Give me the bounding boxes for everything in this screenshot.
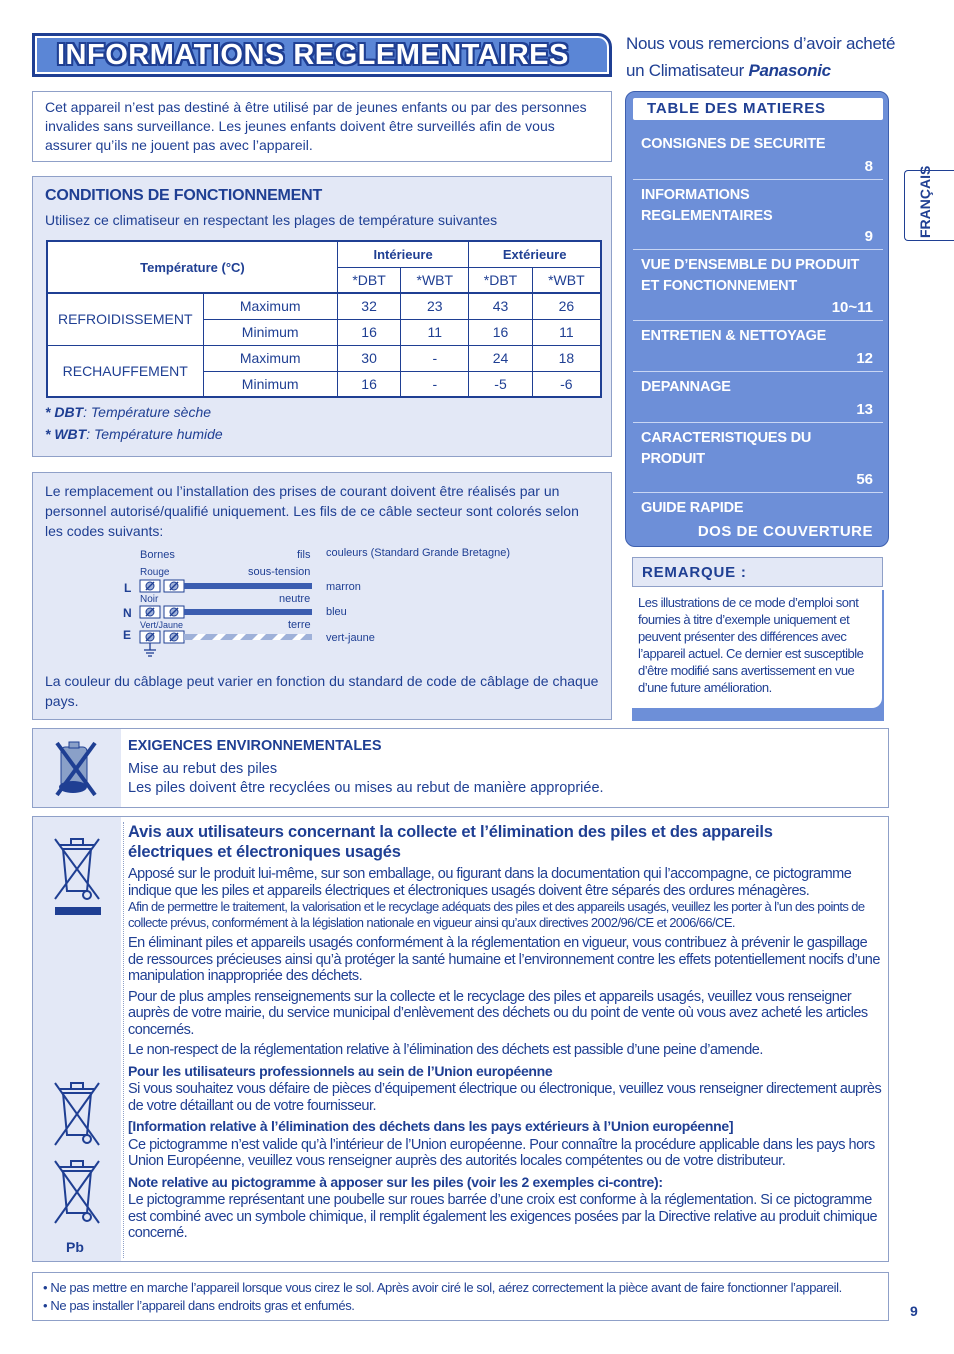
value-cell: 26 (532, 293, 601, 319)
level-cell: Maximum (203, 345, 337, 371)
conditions-heading: CONDITIONS DE FONCTIONNEMENT (45, 187, 323, 204)
legend-dbt-text: : Température sèche (83, 404, 212, 420)
label-rouge: Rouge (140, 567, 170, 578)
toc-item-quick-guide[interactable] (633, 494, 883, 544)
toc-item-page: 56 (856, 471, 873, 488)
disposal-content (128, 822, 884, 1242)
value-cell: 24 (469, 345, 532, 371)
legend-wbt-text: : Température humide (86, 426, 223, 442)
disposal-paragraph: Si vous souhaitez vous défaire de pièces d’équipement électrique ou électronique, veuillez vous renseigner directement auprès de votre détaillant ou de votre fournisseur. (128, 1081, 882, 1114)
indoor-wbt-header: *WBT (401, 267, 469, 293)
table-corner-header: Température (°C) (47, 241, 337, 293)
value-cell: -5 (469, 371, 532, 397)
toc-item-page: DOS DE COUVERTURE (697, 523, 873, 540)
environment-line-1: Mise au rebut des piles (128, 761, 278, 777)
value-cell: 11 (532, 319, 601, 345)
brand-logo: Panasonic (748, 61, 831, 80)
toc-item-label: INFORMATIONS REGLEMENTAIRES (641, 187, 773, 224)
thanks-line-2: un Climatisateur (626, 61, 745, 80)
disposal-paragraph: Le pictogramme représentant une poubelle sur roues barrée d’une croix est conforme à la réglementation. Si ce pictogramme est combiné avec un symbole chimique, il remplit également les exigences posées par la Directive relative au produit chimique concerné. (128, 1192, 878, 1241)
label-fils: fils (297, 549, 311, 561)
toc-header: TABLE DES MATIERES (633, 98, 883, 120)
toc-item-safety[interactable] (633, 130, 883, 180)
battery-disposal-icon-cell (33, 729, 121, 807)
thanks-message (626, 30, 906, 84)
toc-item-label: GUIDE RAPIDE (641, 500, 744, 516)
toc-item-page: 12 (856, 350, 873, 367)
disposal-paragraph: Le non-respect de la réglementation relative à l’élimination des déchets est passible d’une peine d’amende. (128, 1042, 763, 1058)
level-cell: Maximum (203, 293, 337, 319)
label-vert-jaune: Vert/Jaune (140, 620, 184, 630)
divider (123, 822, 124, 1258)
remark-text: Les illustrations de ce mode d’emploi sont fournies à titre d’exemple uniquement et peuvent présenter des différences avec l’appareil actuel. Ce dernier est susceptible d’être modifié sans avertissement en vue d’une future amélioration. (632, 590, 882, 708)
outdoor-dbt-header: *DBT (469, 267, 532, 293)
bottom-note: • Ne pas installer l’appareil dans endroits gras et enfumés. (43, 1298, 355, 1313)
value-cell: 11 (401, 319, 469, 345)
language-tab[interactable] (904, 165, 954, 241)
language-tab-label: FRANÇAIS (917, 165, 933, 238)
toc-item-specifications[interactable] (633, 424, 883, 493)
legend-wbt-key: * WBT (45, 426, 87, 442)
value-cell: 18 (532, 345, 601, 371)
bottom-note: • Ne pas mettre en marche l’appareil lorsque vous cirez le sol. Après avoir ciré le sol, aérez correctement la pièce avant de faire fonctionner l’appareil. (43, 1280, 842, 1295)
crossed-bin-battery-icon (33, 1079, 121, 1159)
toc-item-page: 8 (864, 158, 873, 175)
disposal-paragraph-small: Afin de permettre le traitement, la valorisation et le recyclage adéquats des piles et des appareils usagés, veuillez les porter à l’un des points de collecte prévus, conformément à la législation nationale en vigueur ainsi qu’aux directives 2002/96/CE et 2006/66/CE. (128, 899, 865, 930)
label-neutre: neutre (279, 593, 311, 605)
level-cell: Minimum (203, 319, 337, 345)
value-cell: - (401, 371, 469, 397)
label-noir: Noir (140, 594, 159, 605)
disposal-paragraph: Pour de plus amples renseignements sur la collecte et le recyclage des piles et appareils usagés, veuillez vous renseigner auprès de votre mairie, du service municipal d’enlèvement des déchets ou du point de vente où vous avez acheté les articles concernés. (128, 988, 868, 1038)
indoor-dbt-header: *DBT (337, 267, 400, 293)
value-cell: 16 (337, 371, 400, 397)
mode-cooling: REFROIDISSEMENT (47, 293, 203, 345)
remark-header: REMARQUE : (632, 557, 883, 587)
value-cell: 16 (337, 319, 400, 345)
outdoor-wbt-header: *WBT (532, 267, 601, 293)
value-cell: -6 (532, 371, 601, 397)
disposal-paragraph: Ce pictogramme n’est valide qu’à l’intérieur de l’Union européenne. Pour connaître la procédure applicable dans les pays hors Union Européenne, veuillez vous renseigner auprès des autorités locales compétentes ou de votre distributeur. (128, 1136, 875, 1169)
indoor-header: Intérieure (337, 241, 468, 267)
level-cell: Minimum (203, 371, 337, 397)
value-cell: - (401, 345, 469, 371)
page-title: INFORMATIONS REGLEMENTAIRES (57, 38, 569, 71)
disposal-subheading: Pour les utilisateurs professionnels au sein de l’Union européenne (128, 1062, 553, 1079)
crossed-bin-icon (33, 827, 121, 927)
color-marron: marron (326, 581, 361, 593)
value-cell: 30 (337, 345, 400, 371)
disposal-paragraph: En éliminant piles et appareils usagés conformément à la réglementation en vigueur, vous contribuez à prévenir le gaspillage de ressources précieuses ainsi qu’à protéger la santé humaine et l’environnement contre les effets potentiellement nocifs d’une manipulation inappropriée des déchets. (128, 935, 880, 984)
color-bleu: bleu (326, 606, 347, 618)
toc-item-label: ENTRETIEN & NETTOYAGE (641, 328, 827, 344)
value-cell: 16 (469, 319, 532, 345)
label-bornes: Bornes (140, 549, 175, 561)
page-number: 9 (910, 1303, 918, 1319)
environment-line-2: Les piles doivent être recyclées ou mises au rebut de manière appropriée. (128, 780, 604, 796)
label-terre: terre (288, 619, 311, 631)
toc-item-page: 10~11 (831, 299, 873, 316)
label-sous-tension: sous-tension (248, 566, 311, 578)
terminal-n: N (123, 606, 132, 620)
page-title-banner (32, 33, 612, 77)
value-cell: 23 (401, 293, 469, 319)
wiring-diagram (120, 545, 540, 660)
legend-dbt-key: * DBT (45, 404, 84, 420)
mode-heating: RECHAUFFEMENT (47, 345, 203, 397)
disposal-paragraph: Apposé sur le produit lui-même, sur son emballage, ou figurant dans la documentation qui l’accompagne, ce pictogramme indique que les piles et appareils électriques et électroniques usagés doivent être séparés des ordures ménagères. (128, 866, 852, 899)
child-safety-warning (32, 91, 612, 162)
warning-text: Cet appareil n’est pas destiné à être utilisé par de jeunes enfants ou par des personnes invalides sans surveillance. Les jeunes enfants doivent être surveillés afin de vous assurer qu’ils ne jouent pas avec l’appareil. (45, 99, 587, 153)
disposal-subheading: Note relative au pictogramme à apposer sur les piles (voir les 2 exemples ci-contre): (128, 1173, 663, 1190)
value-cell: 43 (469, 293, 532, 319)
conditions-intro: Utilisez ce climatiseur en respectant les plages de température suivantes (45, 212, 498, 228)
pb-chemical-label: Pb (66, 1239, 84, 1255)
toc-item-label: DEPANNAGE (641, 379, 731, 395)
temperature-table (46, 240, 602, 398)
battery-disposal-icon (33, 729, 121, 807)
color-vert-jaune: vert-jaune (326, 632, 375, 644)
wiring-drawing (120, 545, 320, 660)
toc-item-page: 13 (856, 401, 873, 418)
toc-item-label: CONSIGNES DE SECURITE (641, 136, 826, 152)
toc-item-troubleshooting[interactable] (633, 373, 883, 423)
toc-item-regulatory[interactable] (633, 181, 883, 250)
value-cell: 32 (337, 293, 400, 319)
wiring-color-note: La couleur du câblage peut varier en fonction du standard de code de câblage de chaque pays. (45, 673, 599, 709)
toc-item-overview[interactable] (633, 251, 883, 321)
toc-item-cleaning[interactable] (633, 322, 883, 372)
disposal-subheading: [Information relative à l’élimination des déchets dans les pays extérieurs à l’Union européenne] (128, 1118, 734, 1134)
outdoor-header: Extérieure (469, 241, 601, 267)
bottom-notes (32, 1272, 889, 1321)
disposal-icon-column (33, 817, 121, 1261)
thanks-line-1: Nous vous remercions d’avoir acheté (626, 34, 896, 53)
wiring-text: Le remplacement ou l’installation des prises de courant doivent être réalisés par un personnel autorisé/qualifié uniquement. Les fils de ce câble secteur sont colorés selon les codes suivants: (45, 483, 579, 539)
terminal-l: L (124, 581, 132, 595)
toc-item-label: VUE D’ENSEMBLE DU PRODUIT ET FONCTIONNEMENT (641, 257, 860, 294)
environment-heading: EXIGENCES ENVIRONNEMENTALES (128, 738, 382, 754)
terminal-e: E (123, 628, 132, 642)
label-couleurs: couleurs (Standard Grande Bretagne) (326, 547, 511, 559)
legend-dbt (45, 404, 211, 420)
toc-item-label: CARACTERISTIQUES DU PRODUIT (641, 430, 812, 467)
disposal-heading: Avis aux utilisateurs concernant la collecte et l’élimination des piles et des appareils électriques et électroniques usagés (128, 823, 773, 861)
toc-item-page: 9 (864, 228, 873, 245)
crossed-bin-pb-icon (33, 1157, 121, 1237)
legend-wbt (45, 426, 223, 442)
